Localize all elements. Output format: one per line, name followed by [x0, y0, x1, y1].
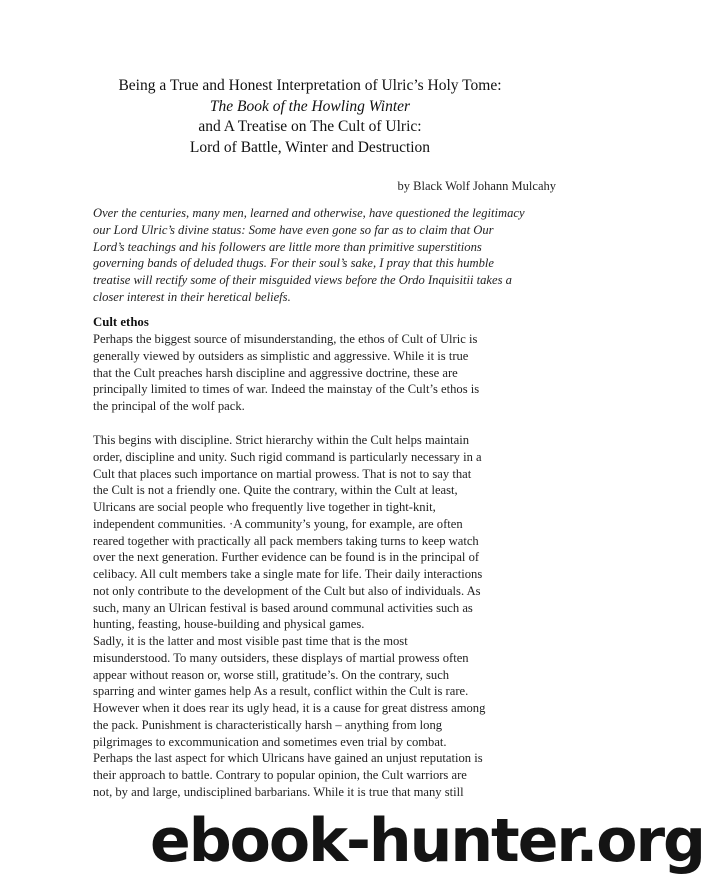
text-line: Over the centuries, many men, learned and otherwise, have questioned the legitimacy [93, 206, 525, 220]
text-line: not only contribute to the development of the Cult but also of individuals. As [93, 583, 481, 598]
text-line: independent communities. ·A community’s young, for example, are often [93, 516, 463, 531]
text-line: that the Cult preaches harsh discipline and aggressive doctrine, these are [93, 365, 458, 380]
text-line: Perhaps the biggest source of misunderstanding, the ethos of Cult of Ulric is [93, 332, 478, 346]
text-line: hunting, feasting, house-building and physical games. [93, 617, 365, 632]
text-line: their approach to battle. Contrary to popular opinion, the Cult warriors are [93, 767, 467, 782]
text-line: reared together with practically all pack members taking turns to keep watch [93, 533, 479, 548]
text-line: Ulricans are social people who frequently live together in tight-knit, [93, 500, 436, 514]
text-line: Perhaps the last aspect for which Ulricans have gained an unjust reputation is [93, 751, 483, 765]
text-line: celibacy. All cult members take a single mate for life. Their daily interactions [93, 567, 483, 581]
text-line: the principal of the wolf pack. [93, 399, 245, 413]
text-line: generally viewed by outsiders as simplistic and aggressive. While it is true [93, 348, 469, 363]
text-line: Sadly, it is the latter and most visible past time that is the most [93, 634, 408, 648]
text-line: over the next generation. Further evidence can be found is in the principal of [93, 550, 480, 565]
paragraph-4 [93, 750, 543, 800]
text-line: treatise will rectify some of their misguided views before the Ordo Inquisitii takes a [93, 273, 512, 287]
text-line: such, many an Ulrican festival is based around communal activities such as [93, 600, 473, 615]
text-line: misunderstood. To many outsiders, these displays of martial prowess often [93, 650, 469, 665]
paragraph-2 [93, 432, 543, 633]
text-line: Cult that places such importance on martial prowess. That is not to say that [93, 466, 472, 481]
text-line: order, discipline and unity. Such rigid command is particularly necessary in a [93, 449, 482, 464]
text-line: our Lord Ulric’s divine status: Some have even gone so far as to claim that Our [93, 222, 494, 237]
text-line: principally limited to times of war. Indeed the mainstay of the Cult’s ethos is [93, 382, 480, 397]
text-line: closer interest in their heretical beliefs. [93, 289, 291, 304]
title-line-4: Lord of Battle, Winter and Destruction [189, 138, 431, 156]
watermark: ebook-hunter.org [150, 806, 704, 876]
document-title [40, 76, 580, 158]
text-line: sparring and winter games help As a result, conflict within the Cult is rare. [93, 684, 469, 699]
text-line: appear without reason or, worse still, gratitude’s. On the contrary, such [93, 667, 450, 682]
section-heading: Cult ethos [93, 315, 149, 329]
section-heading-wrap [93, 314, 149, 331]
title-line-1: Being a True and Honest Interpretation of Ulric’s Holy Tome: [118, 77, 502, 94]
text-line: However when it does rear its ugly head, it is a cause for great distress among [93, 701, 486, 715]
title-line-2: The Book of the Howling Winter [209, 97, 411, 115]
text-line: pilgrimages to excommunication and sometimes even trial by combat. [93, 734, 447, 749]
text-line: not, by and large, undisciplined barbarians. While it is true that many still [93, 784, 464, 799]
title-line-3: and A Treatise on The Cult of Ulric: [198, 118, 422, 135]
author-byline: by Black Wolf Johann Mulcahy [397, 179, 556, 193]
text-line: Lord’s teachings and his followers are little more than primitive superstitions [93, 239, 482, 254]
intro-paragraph [93, 205, 543, 306]
text-line: This begins with discipline. Strict hierarchy within the Cult helps maintain [93, 433, 470, 447]
paragraph-3 [93, 633, 543, 750]
text-line: governing bands of deluded thugs. For their soul’s sake, I pray that this humble [93, 256, 494, 271]
text-line: the Cult is not a friendly one. Quite the contrary, within the Cult at least, [93, 483, 458, 498]
paragraph-1 [93, 331, 543, 415]
text-line: the pack. Punishment is characteristically harsh – anything from long [93, 717, 443, 732]
